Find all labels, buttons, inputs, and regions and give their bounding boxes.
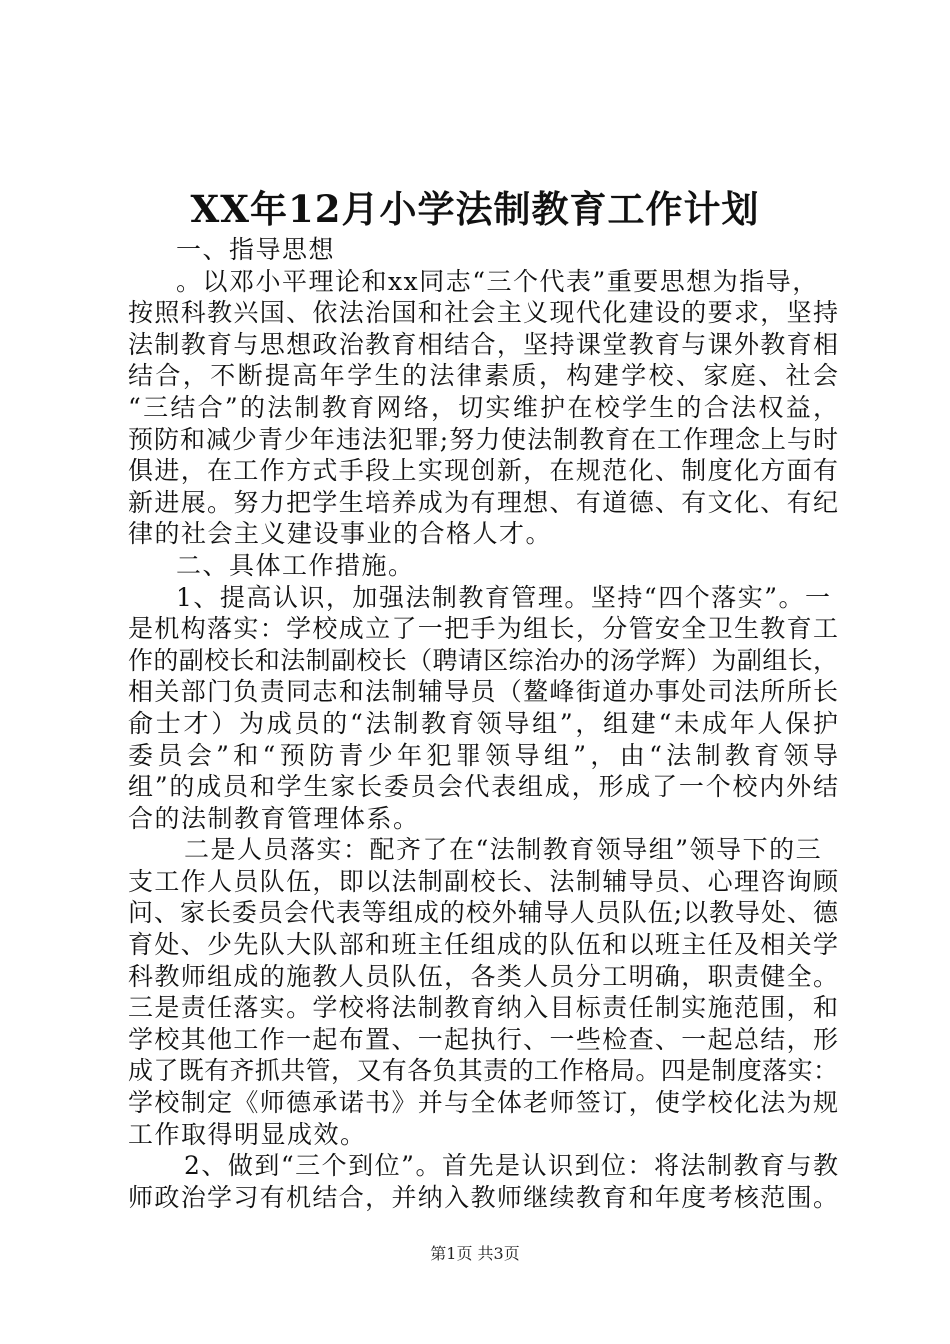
- paragraph-line: 成了既有齐抓共管，又有各负其责的工作格局。四是制度落实：: [128, 1056, 838, 1086]
- document-title: XX年12月小学法制教育工作计划: [190, 187, 760, 231]
- paragraph-line: 育处、少先队大队部和班主任组成的队伍和以班主任及相关学: [128, 930, 838, 960]
- paragraph-line: 俱进，在工作方式手段上实现创新，在规范化、制度化方面有: [128, 456, 838, 486]
- paragraph-line: 师政治学习有机结合，并纳入教师继续教育和年度考核范围。: [128, 1182, 838, 1212]
- paragraph-line: 组”的成员和学生家长委员会代表组成，形成了一个校内外结: [128, 772, 838, 802]
- paragraph-line: 委员会”和“预防青少年犯罪领导组”，由“法制教育领导: [128, 740, 838, 770]
- paragraph-line: 新进展。努力把学生培养成为有理想、有道德、有文化、有纪: [128, 487, 838, 517]
- paragraph-line: 工作取得明显成效。: [128, 1119, 367, 1149]
- paragraph-line: 合的法制教育管理体系。: [128, 803, 420, 833]
- paragraph-line: 法制教育与思想政治教育相结合，坚持课堂教育与课外教育相: [128, 329, 838, 359]
- document-body: [128, 234, 838, 1213]
- paragraph-line: 结合，不断提高年学生的法律素质，构建学校、家庭、社会: [128, 361, 838, 391]
- paragraph-line: 。以邓小平理论和xx同志“三个代表”重要思想为指导，: [176, 266, 819, 296]
- paragraph-line: 二是人员落实：配齐了在“法制教育领导组”领导下的三: [184, 835, 823, 865]
- paragraph-line: 科教师组成的施教人员队伍，各类人员分工明确，职责健全。: [128, 961, 838, 991]
- paragraph-line: 三是责任落实。学校将法制教育纳入目标责任制实施范围，和: [128, 993, 838, 1023]
- paragraph-line: 是机构落实：学校成立了一把手为组长，分管安全卫生教育工: [128, 614, 838, 644]
- paragraph-line: 俞士才）为成员的“法制教育领导组”，组建“未成年人保护: [128, 708, 838, 738]
- paragraph-line: “三结合”的法制教育网络，切实维护在校学生的合法权益，: [128, 392, 838, 422]
- paragraph-line: 预防和减少青少年违法犯罪;努力使法制教育在工作理念上与时: [128, 424, 838, 454]
- paragraph-line: 律的社会主义建设事业的合格人才。: [128, 519, 553, 549]
- paragraph-line: 2、做到“三个到位”。首先是认识到位：将法制教育与教: [184, 1151, 840, 1181]
- paragraph-line: 问、家长委员会代表等组成的校外辅导人员队伍;以教导处、德: [128, 898, 838, 928]
- paragraph-line: 作的副校长和法制副校长（聘请区综治办的汤学辉）为副组长，: [128, 645, 838, 675]
- paragraph-line: 相关部门负责同志和法制辅导员（鳌峰街道办事处司法所所长: [128, 677, 838, 707]
- page-footer: 第1页 共3页: [430, 1244, 520, 1263]
- paragraph-line: 学校制定《师德承诺书》并与全体老师签订，使学校化法为规: [128, 1088, 838, 1118]
- paragraph-line: 按照科教兴国、依法治国和社会主义现代化建设的要求，坚持: [128, 298, 838, 328]
- paragraph-line: 学校其他工作一起布置、一起执行、一些检查、一起总结，形: [128, 1024, 838, 1054]
- section-heading: 一、指导思想: [176, 235, 336, 264]
- section-heading: 二、具体工作措施。: [176, 550, 415, 580]
- paragraph-line: 支工作人员队伍，即以法制副校长、法制辅导员、心理咨询顾: [128, 866, 838, 896]
- paragraph-line: 1、提高认识，加强法制教育管理。坚持“四个落实”。一: [176, 582, 832, 612]
